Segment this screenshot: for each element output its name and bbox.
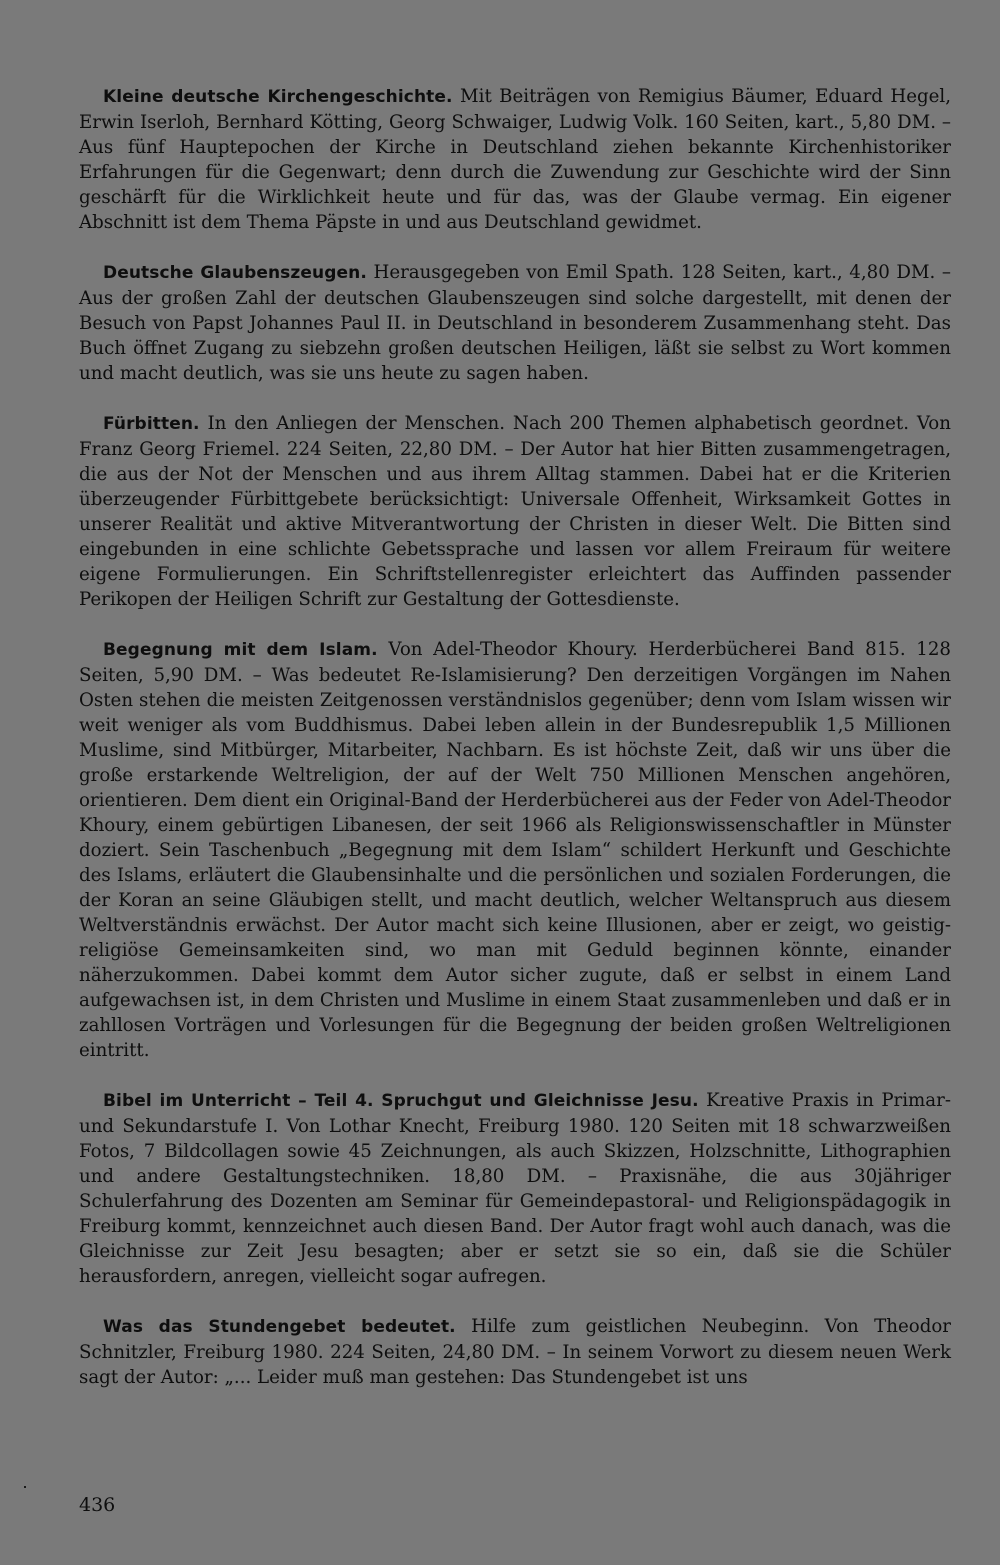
entry-body: Mit Beiträgen von Remigius Bäumer, Eduard Hegel, Erwin Iserloh, Bernhard Kötting, Georg Schwaiger, Ludwig Volk. 160 Seiten, kart., 5,80 DM. – Aus fünf Hauptepochen der Kirche in Deutschland ziehen bekannte Kirchenhistoriker Erfahrungen für die Gegenwart; denn durch die Zuwendung zur Geschichte wird der Sinn geschärft für die Wirklichkeit heute und für das, was der Glaube vermag. Ein eigener Abschnitt ist dem Thema Päpste in und aus Deutschland gewidmet. (79, 86, 951, 233)
entry-body: Herausgegeben von Emil Spath. 128 Seiten, kart., 4,80 DM. – Aus der großen Zahl der deutschen Glaubenszeugen sind solche dargestellt, mit denen der Besuch von Papst Johannes Paul II. in Deutschland in besonderem Zusammenhang steht. Das Buch öffnet Zugang zu siebzehn großen deutschen Heiligen, läßt sie selbst zu Wort kommen und macht deutlich, was sie uns heute zu sagen haben. (79, 262, 952, 384)
entry-title: Fürbitten. (103, 414, 200, 434)
scan-speck (24, 1486, 26, 1488)
entry-title: Was das Stundengebet bedeutet. (103, 1317, 456, 1337)
entry-title: Begegnung mit dem Islam. (103, 640, 378, 660)
review-entry (79, 260, 951, 386)
entry-body: Von Adel-Theodor Khoury. Herderbücherei Band 815. 128 Seiten, 5,90 DM. – Was bedeutet Re-Islamisierung? Den derzeitigen Vorgängen im Nahen Osten stehen die meisten Zeitgenossen verständnislos gegenüber; denn vom Islam wissen wir weit weniger als vom Buddhismus. Dabei leben allein in der Bundesrepublik 1,5 Millionen Muslime, sind Mitbürger, Mitarbeiter, Nachbarn. Es ist höchste Zeit, daß wir uns über die große erstarkende Weltreligion, der auf der Welt 750 Millionen Menschen angehören, orientieren. Dem dient ein Original-Band der Herderbücherei aus der Feder von Adel-Theodor Khoury, einem gebürtigen Libanesen, der seit 1966 als Religionswissenschaftler in Münster doziert. Sein Taschenbuch „Begegnung mit dem Islam“ schildert Herkunft und Geschichte des Islams, erläutert die Glaubensinhalte und die persönlichen und sozialen Forderungen, die der Koran an seine Gläubigen stellt, und macht deutlich, welcher Weltanspruch aus diesem Weltverständnis erwächst. Der Autor macht sich keine Illusionen, aber er zeigt, wo geistig-religiöse Gemeinsamkeiten sind, wo man mit Geduld beginnen könnte, einander näherzukommen. Dabei kommt dem Autor sicher zugute, daß er selbst in einem Land aufgewachsen ist, in dem Christen und Muslime in einem Staat zusammenleben und daß er in zahllosen Vorträgen und Vorlesungen für die Begegnung der beiden großen Weltreligionen eintritt. (79, 639, 952, 1061)
book-reviews-column (79, 84, 951, 1415)
entry-title: Kleine deutsche Kirchengeschichte. (103, 87, 453, 107)
review-entry (79, 1314, 951, 1390)
review-entry (79, 84, 951, 235)
review-entry (79, 411, 951, 612)
entry-title: Bibel im Unterricht – Teil 4. Spruchgut und Gleichnisse Jesu. (103, 1091, 699, 1111)
entry-body: In den Anliegen der Menschen. Nach 200 Themen alphabetisch geordnet. Von Franz Georg Friemel. 224 Seiten, 22,80 DM. – Der Autor hat hier Bitten zusammengetragen, die aus der Not der Menschen und aus ihrem Alltag stammen. Dabei hat er die Kriterien überzeugender Fürbittgebete berücksichtigt: Universale Offenheit, Wirksamkeit Gottes in unserer Realität und aktive Mitverantwortung der Christen in dieser Welt. Die Bitten sind eingebunden in eine schlichte Gebetssprache und lassen vor allem Freiraum für weitere eigene Formulierungen. Ein Schriftstellenregister erleichtert das Auffinden passender Perikopen der Heiligen Schrift zur Gestaltung der Gottesdienste. (79, 413, 951, 610)
entry-body: Hilfe zum geistlichen Neubeginn. Von Theodor Schnitzler, Freiburg 1980. 224 Seiten, 24,80 DM. – In seinem Vorwort zu diesem neuen Werk sagt der Autor: „... Leider muß man gestehen: Das Stundengebet ist uns (79, 1316, 951, 1388)
page-number: 436 (79, 1494, 116, 1516)
entry-body: Kreative Praxis in Primar- und Sekundarstufe I. Von Lothar Knecht, Freiburg 1980. 120 Seiten mit 18 schwarzweißen Fotos, 7 Bildcollagen sowie 45 Zeichnungen, als auch Skizzen, Holzschnitte, Lithographien und andere Gestaltungstechniken. 18,80 DM. – Praxisnähe, die aus 30jähriger Schulerfahrung des Dozenten am Seminar für Gemeindepastoral- und Religionspädagogik in Freiburg kommt, kennzeichnet auch diesen Band. Der Autor fragt wohl auch danach, was die Gleichnisse zur Zeit Jesu besagten; aber er setzt sie so ein, daß sie die Schüler herausfordern, anregen, vielleicht sogar aufregen. (79, 1090, 951, 1287)
review-entry (79, 637, 951, 1063)
review-entry (79, 1088, 951, 1289)
entry-title: Deutsche Glaubenszeugen. (103, 263, 367, 283)
